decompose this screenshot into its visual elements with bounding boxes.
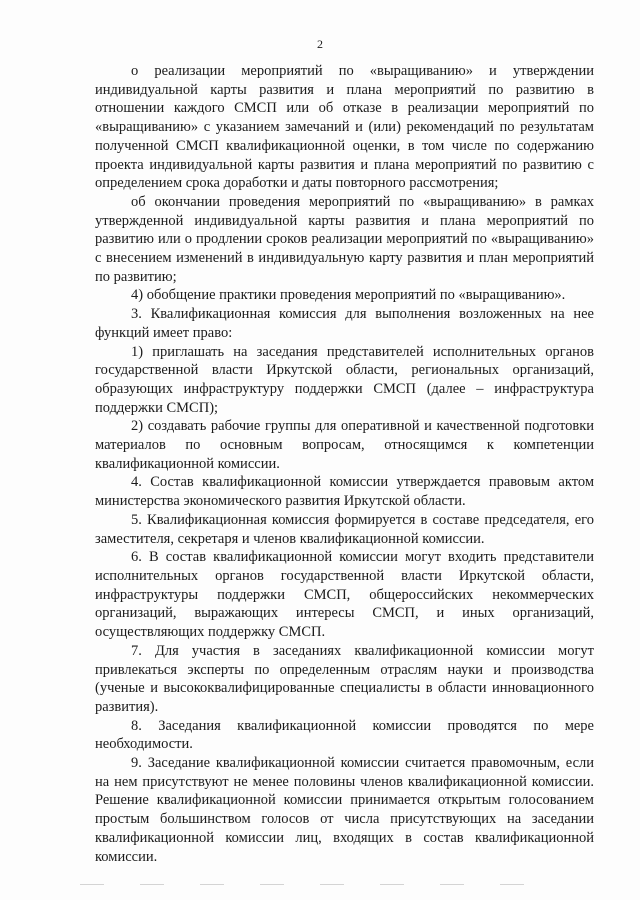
paragraph-section-6: 6. В состав квалификационной комиссии могут входить представители исполнительных органов государственной власти Иркутской области, инфраструктуры поддержки СМСП, общероссийских некоммерческих организаций, выражающих интересы СМСП, и иных организаций, осуществляющих поддержку СМСП. bbox=[95, 549, 594, 641]
paragraph-completion-decision: об окончании проведения мероприятий по «выращиванию» в рамках утвержденной индивидуальной карты развития и плана мероприятий по развитию или о продлении сроков реализации мероприятий по «выращиванию» с внесением изменений в индивидуальную карту развития и план мероприятий по развитию; bbox=[95, 193, 594, 285]
scan-footer-marks bbox=[80, 884, 560, 885]
document-body bbox=[95, 62, 594, 866]
paragraph-section-7: 7. Для участия в заседаниях квалификационной комиссии могут привлекаться эксперты по определенным отраслям науки и производства (ученые и высококвалифицированные специалисты в области инновационного развития). bbox=[95, 642, 594, 715]
page-number: 2 bbox=[317, 37, 323, 51]
paragraph-item-4: 4) обобщение практики проведения мероприятий по «выращиванию». bbox=[131, 287, 566, 304]
paragraph-section-3: 3. Квалификационная комиссия для выполнения возложенных на нее функций имеет право: bbox=[95, 306, 594, 341]
paragraph-section-4: 4. Состав квалификационной комиссии утверждается правовым актом министерства экономического развития Иркутской области. bbox=[95, 474, 594, 510]
paragraph-section-5: 5. Квалификационная комиссия формируется в составе председателя, его заместителя, секретаря и членов квалификационной комиссии. bbox=[95, 511, 594, 547]
paragraph-implementation-decision: о реализации мероприятий по «выращиванию» и утверждении индивидуальной карты развития и плана мероприятий по развитию в отношении каждого СМСП или об отказе в реализации мероприятий по «выращиванию» с указанием замечаний и (или) рекомендаций по результатам полученной СМСП квалификационной оценки, в том числе по содержанию проекта индивидуальной карты развития и плана мероприятий по развитию с определением срока доработки и даты повторного рассмотрения; bbox=[95, 63, 594, 192]
paragraph-right-2: 2) создавать рабочие группы для оперативной и качественной подготовки материалов по основным вопросам, относящимся к компетенции квалификационной комиссии. bbox=[95, 418, 594, 472]
paragraph-right-1: 1) приглашать на заседания представителей исполнительных органов государственной власти Иркутской области, региональных организаций, образующих инфраструктуру поддержки СМСП (далее – инфраструктура поддержки СМСП); bbox=[95, 343, 594, 416]
paragraph-section-9: 9. Заседание квалификационной комиссии считается правомочным, если на нем присутствуют не менее половины членов квалификационной комиссии. Решение квалификационной комиссии принимается открытым голосованием простым большинством голосов от числа присутствующих на заседании квалификационной комиссии лиц, входящих в состав квалификационной комиссии. bbox=[95, 755, 594, 865]
paragraph-section-8: 8. Заседания квалификационной комиссии проводятся по мере необходимости. bbox=[95, 717, 594, 753]
